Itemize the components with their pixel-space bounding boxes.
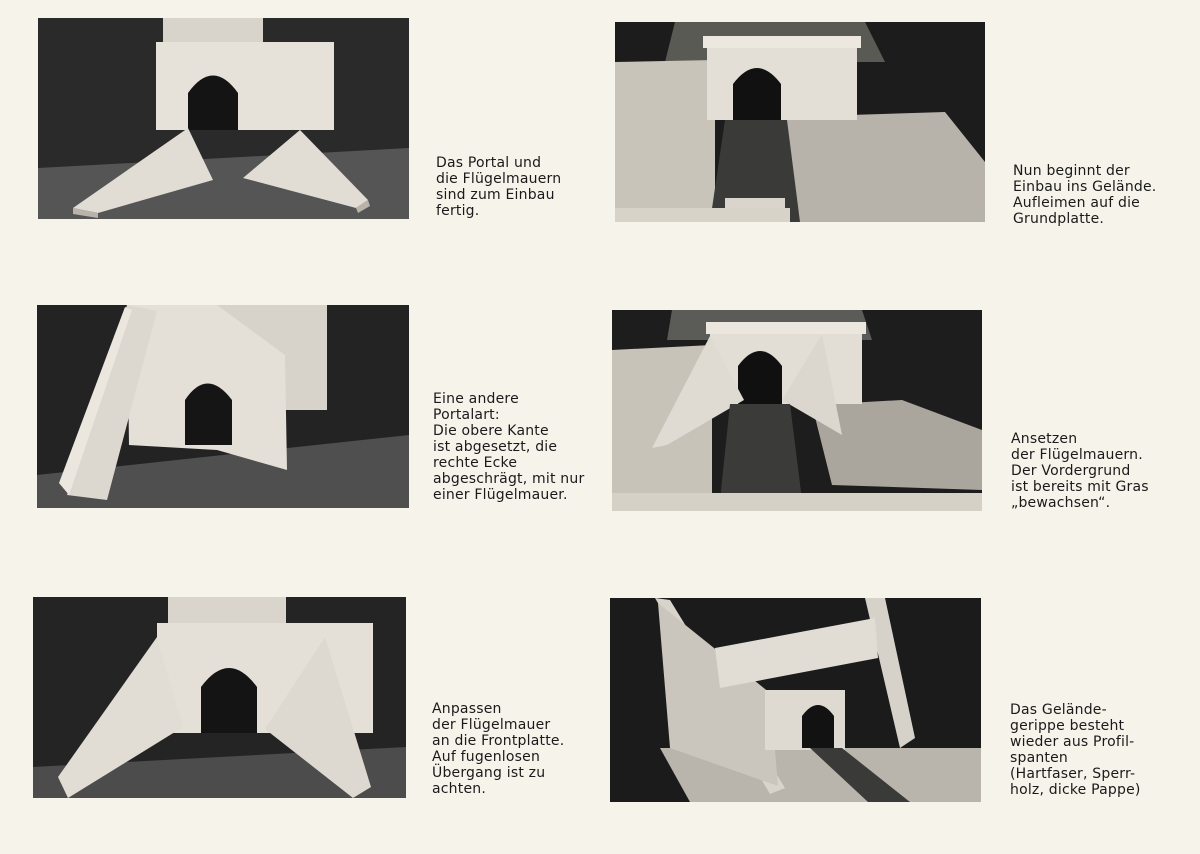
- caption-line: sind zum Einbau: [436, 187, 555, 203]
- caption-line: ist bereits mit Gras: [1011, 479, 1149, 495]
- caption-line: einer Flügelmauer.: [433, 487, 568, 503]
- caption-portal-ready: [436, 155, 561, 219]
- caption-line: Eine andere: [433, 391, 519, 407]
- caption-line: rechte Ecke: [433, 455, 518, 471]
- caption-line: achten.: [432, 781, 486, 797]
- caption-line: fertig.: [436, 203, 480, 219]
- caption-line: Das Portal und: [436, 155, 542, 171]
- photo-wing-walls-attached: [612, 310, 982, 511]
- caption-terrain-frame: [1010, 702, 1141, 798]
- caption-line: die Flügelmauern: [436, 171, 562, 187]
- caption-line: Übergang ist zu: [432, 765, 546, 781]
- caption-line: wieder aus Profil-: [1010, 734, 1135, 750]
- photo-terrain-frame: [610, 598, 981, 802]
- caption-other-portal: [433, 391, 584, 503]
- caption-attach-wing-walls: [1011, 431, 1149, 511]
- caption-line: an die Frontplatte.: [432, 733, 565, 749]
- caption-line: Aufleimen auf die: [1013, 195, 1140, 211]
- caption-fit-wing-wall: [432, 701, 564, 797]
- caption-line: „bewachsen“.: [1011, 495, 1111, 511]
- caption-line: der Flügelmauer: [432, 717, 551, 733]
- caption-line: Die obere Kante: [433, 423, 549, 439]
- caption-line: der Flügelmauern.: [1011, 447, 1143, 463]
- caption-line: Das Gelände-: [1010, 702, 1107, 718]
- caption-installation: [1013, 163, 1156, 227]
- photo-alternative-portal-type: [37, 305, 409, 508]
- caption-line: gerippe besteht: [1010, 718, 1125, 734]
- caption-line: (Hartfaser, Sperr-: [1010, 766, 1136, 782]
- caption-line: ist abgesetzt, die: [433, 439, 558, 455]
- caption-line: Portalart:: [433, 407, 500, 423]
- photo-installation-on-baseboard: [615, 22, 985, 222]
- photo-fitting-wing-wall: [33, 597, 406, 798]
- caption-line: Der Vordergrund: [1011, 463, 1131, 479]
- caption-line: spanten: [1010, 750, 1069, 766]
- caption-line: Anpassen: [432, 701, 502, 717]
- photo-portal-and-wing-walls: [38, 18, 409, 219]
- caption-line: Einbau ins Gelände.: [1013, 179, 1157, 195]
- caption-line: Grundplatte.: [1013, 211, 1105, 227]
- caption-line: holz, dicke Pappe): [1010, 782, 1141, 798]
- caption-line: abgeschrägt, mit nur: [433, 471, 585, 487]
- caption-line: Nun beginnt der: [1013, 163, 1130, 179]
- caption-line: Auf fugenlosen: [432, 749, 541, 765]
- caption-line: Ansetzen: [1011, 431, 1078, 447]
